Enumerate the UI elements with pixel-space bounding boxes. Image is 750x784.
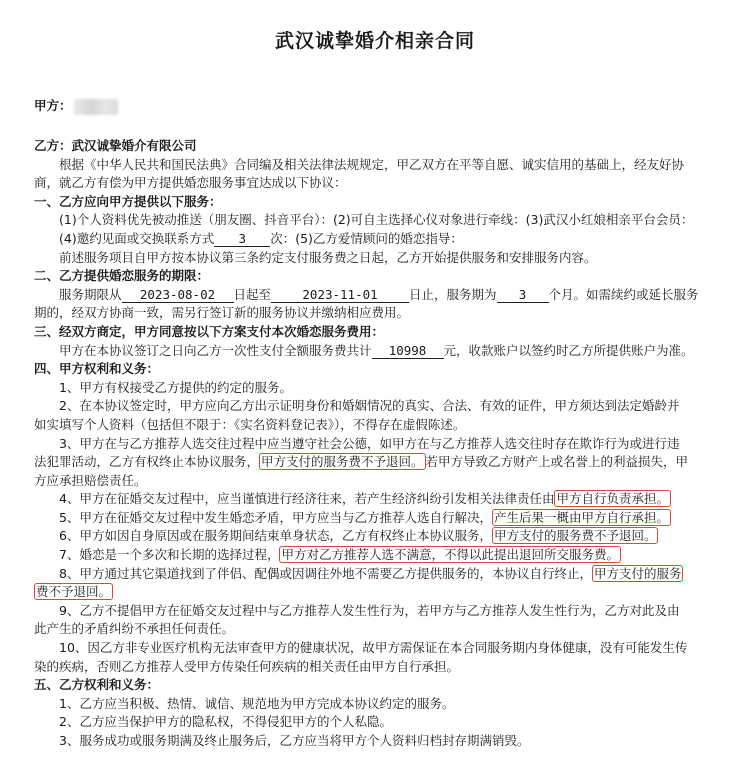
start-date-field: 2023-08-02 xyxy=(122,288,234,303)
text: 个月。如需续约或延长服务 xyxy=(548,286,699,302)
preamble-line-1: 根据《中华人民共和国民法典》合同编及相关法律法规规定，甲乙双方在平等自愿、诚实信用的基础上，经友好协 xyxy=(59,156,685,172)
months-field: 3 xyxy=(497,288,549,303)
highlight-no-refund-4b: 费不予退回。 xyxy=(36,584,112,600)
text: 甲方在本协议签订之日向乙方一次性支付全额服务费共计 xyxy=(59,342,372,358)
preamble-line-2: 商，就乙方有偿为甲方提供婚恋服务事宜达成以下协议： xyxy=(34,175,347,191)
highlight-no-refund: 甲方支付的服务费不予退回。 xyxy=(261,454,424,470)
s4-item-2-line-1: 2、在本协议签定时，甲方应向乙方出示证明身份和婚姻情况的真实、合法、有效的证件，甲方须达到法定婚龄并 xyxy=(59,398,680,414)
redacted-name xyxy=(74,99,118,115)
s4-item-5 xyxy=(34,509,724,528)
party-b-line: 乙方：武汉诚挚婚介有限公司 xyxy=(34,138,197,153)
text: 6、甲方如因自身原因或在服务期间结束单身状态，乙方有权终止本协议服务， xyxy=(59,528,492,544)
party-a-line xyxy=(34,96,118,115)
highlight-no-refund-4a: 甲方支付的服务 xyxy=(593,565,682,581)
text: 服务期限从 xyxy=(59,286,122,302)
s4-item-9-line-1: 9、乙方不提倡甲方在征婚交友过程中与乙方推荐人发生性行为，若甲方与乙方推荐人发生性行为，乙方对此及由 xyxy=(59,602,680,618)
text: 若甲方导致乙方财产上或名誉上的利益损失，甲 xyxy=(425,454,689,470)
highlight-consequences: 产生后果一概由甲方自行承担。 xyxy=(493,509,669,525)
text: (4)邀约见面或交换联系方式 xyxy=(59,230,215,246)
s4-item-1: 1、甲方有权接受乙方提供的约定的服务。 xyxy=(59,379,292,395)
s4-item-2-line-2: 如实填写个人资料（包括但不限于：《实名资料登记表》），不得存在虚假陈述。 xyxy=(34,416,466,432)
text: 次：(5)乙方爱情顾问的婚恋指导： xyxy=(270,230,463,246)
highlight-no-refund-3: 甲方对乙方推荐人选不满意，不得以此提出退回所交服务费。 xyxy=(281,547,619,563)
s4-item-8-line-2 xyxy=(34,583,724,602)
section-1-heading: 一、乙方应向甲方提供以下服务： xyxy=(34,193,222,209)
section-5-heading: 五、乙方权利和义务： xyxy=(34,677,160,693)
s4-item-6 xyxy=(34,527,724,546)
text: 日止，服务期为 xyxy=(409,286,497,302)
section-1-line-3: 前述服务项目自甲方按本协议第三条约定支付服务费之日起，乙方开始提供服务和安排服务内容。 xyxy=(59,249,597,265)
s5-item-1: 1、乙方应当积极、热情、诚信、规范地为甲方完成本协议约定的服务。 xyxy=(59,695,455,711)
section-3-heading: 三、经双方商定，甲方同意按以下方案支付本次婚恋服务费用： xyxy=(34,323,385,339)
meeting-count-field: 3 xyxy=(214,232,270,247)
s4-item-3-line-1: 3、甲方在与乙方推荐人选交往过程中应当遵守社会公德，如甲方在与乙方推荐人选交往时存在欺诈行为或进行违 xyxy=(59,435,680,451)
text: 日起至 xyxy=(233,286,272,302)
section-3-line-1 xyxy=(34,342,724,361)
section-2-heading: 二、乙方提供婚恋服务的期限： xyxy=(34,268,210,284)
fee-field: 10998 xyxy=(372,344,444,359)
section-4-heading: 四、甲方权利和义务： xyxy=(34,361,160,377)
s5-item-2: 2、乙方应当保护甲方的隐私权，不得侵犯甲方的个人私隐。 xyxy=(59,714,392,730)
contract-body xyxy=(34,137,724,751)
section-1-line-1: (1)个人资料优先被动推送（朋友圈、抖音平台）：(2)可自主选择心仪对象进行牵线：(3)武汉小红娘相亲平台会员： xyxy=(59,212,694,228)
highlight-self-responsible: 甲方自行负责承担。 xyxy=(556,491,669,507)
section-2-line-1 xyxy=(34,286,724,305)
text: 法犯罪活动，乙方有权终止本协议服务， xyxy=(34,454,260,470)
highlight-no-refund-2: 甲方支付的服务费不予退回。 xyxy=(493,528,657,544)
party-a-label: 甲方： xyxy=(34,98,72,113)
text: 8、甲方通过其它渠道找到了伴侣、配偶或因调往外地不需要乙方提供服务的，本协议自行终止， xyxy=(59,565,592,581)
s4-item-3-line-2 xyxy=(34,453,724,472)
text: 7、婚恋是一个多次和长期的选择过程， xyxy=(59,547,280,563)
end-date-field: 2023-11-01 xyxy=(271,288,409,303)
s4-item-3-line-3: 方应承担赔偿责任。 xyxy=(34,472,147,488)
section-1-line-2 xyxy=(34,230,724,249)
text: 元，收款账户以签约时乙方所提供账户为准。 xyxy=(443,342,694,358)
s4-item-8-line-1 xyxy=(34,565,724,584)
document-title: 武汉诚挚婚介相亲合同 xyxy=(274,30,475,52)
text: 5、甲方在征婚交友过程中发生婚恋矛盾，甲方应当与乙方推荐人选自行解决， xyxy=(59,509,492,525)
s4-item-4 xyxy=(34,490,724,509)
text: 4、甲方在征婚交友过程中，应当谨慎进行经济往来，若产生经济纠纷引发相关法律责任由 xyxy=(59,491,555,507)
s4-item-9-line-2: 此产生的矛盾纠纷不承担任何责任。 xyxy=(34,621,235,637)
s4-item-10-line-1: 10、因乙方非专业医疗机构无法审查甲方的健康状况，故甲方需保证在本合同服务期内身体健康，没有可能发生传 xyxy=(59,640,688,656)
s5-item-3: 3、服务成功或服务期满及终止服务后，乙方应当将甲方个人资料归档封存期满销毁。 xyxy=(59,733,530,748)
section-2-line-2: 期的，经双方协商一致，需另行签订新的服务协议并缴纳相应费用。 xyxy=(34,305,410,321)
s4-item-10-line-2: 染的疾病，否则乙方推荐人受甲方传染任何疾病的相关责任由甲方自行承担。 xyxy=(34,658,460,674)
s4-item-7 xyxy=(34,546,724,565)
